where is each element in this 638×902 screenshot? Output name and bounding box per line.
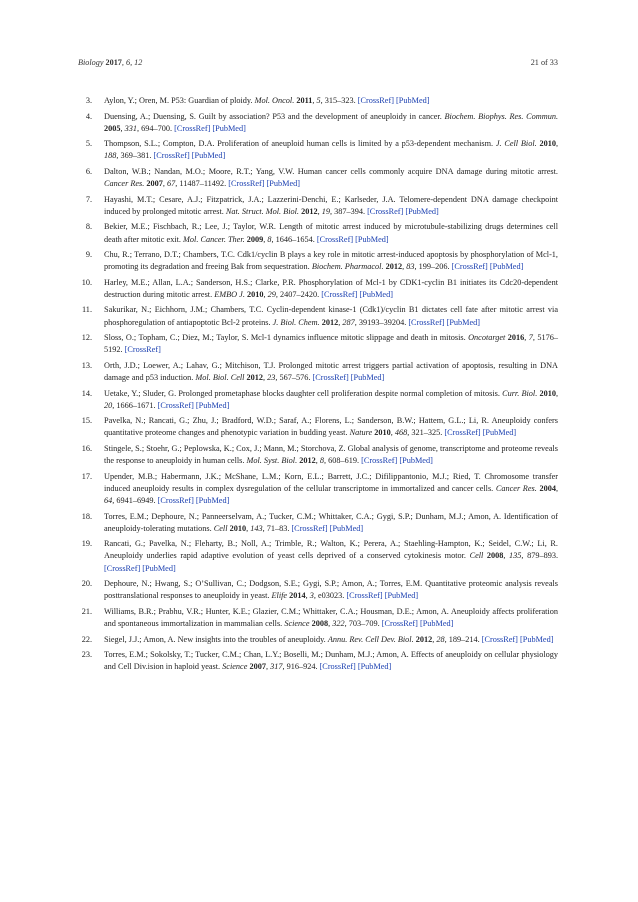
reference-authors-title: Pavelka, N.; Rancati, G.; Zhu, J.; Bradford, W.D.; Saraf, A.; Florens, L.; Sanderson, B.W.; Hattem, G.L.; Li, R. Aneuploidy confers quantitative proteome changes and phenotypic variation in budding yeast. [104,416,558,438]
reference-pages: , 694–700. [137,123,173,133]
pubmed-link[interactable]: [PubMed] [405,206,439,216]
reference-year: 2010 [374,428,391,438]
crossref-link[interactable]: [CrossRef] [481,634,518,644]
crossref-link[interactable]: [CrossRef] [381,619,418,629]
page-header [78,58,558,67]
reference-pages: , 321–325. [407,428,443,438]
reference-authors-title: Rancati, G.; Pavelka, N.; Fleharty, B.; Noll, A.; Trimble, R.; Walton, K.; Perera, A.; Staehling-Hampton, K.; Seidel, C.W.; Li, R. Aneuploidy underlies rapid adaptive evolution of yeast cells deprived of a conserved cytokinesis motor. [104,539,558,561]
reference-volume: 135 [509,551,522,561]
reference-number: 18 . [72,511,92,523]
reference-year: 2012 [385,262,403,272]
reference-number: 15 . [72,415,92,427]
reference-year: 2009 [246,234,264,244]
reference-pages: , 39193–39204. [354,317,407,327]
crossref-link[interactable]: [CrossRef] [124,345,161,355]
reference-year: 2012 [246,373,264,383]
reference-volume: 28 [436,634,445,644]
reference-volume: 331 [124,123,137,133]
pubmed-link[interactable]: [PubMed] [519,634,554,644]
reference-journal: Oncotarget [468,333,506,343]
crossref-link[interactable]: [CrossRef] [367,206,404,216]
reference-item: 22 . Siegel, J.J.; Amon, A. New insights into the troubles of aneuploidy. Annu. Rev. Cell Dev. Biol. 2012, 28, 189–214. [CrossRef] [PubMed] [78,634,558,646]
reference-volume: 188 [104,151,117,161]
reference-volume: 19 [321,206,330,216]
reference-number: 4 . [72,111,92,123]
reference-year: 2010 [246,289,264,299]
reference-item: 12 . Sloss, O.; Topham, C.; Diez, M.; Taylor, S. Mcl-1 dynamics influence mitotic slippage and death in mitosis. Oncotarget 2016, 7, 5176–5192. [CrossRef] [78,332,558,356]
reference-volume: 317 [270,662,283,672]
reference-volume: 29 [267,289,276,299]
reference-volume: 23 [267,373,276,383]
reference-journal: Mol. Biol. Cell [195,373,245,383]
crossref-link[interactable]: [CrossRef] [174,123,211,133]
reference-item: 15 . Pavelka, N.; Rancati, G.; Zhu, J.; Bradford, W.D.; Saraf, A.; Florens, L.; Sanderson, B.W.; Hattem, G.L.; Li, R. Aneuploidy confers quantitative proteome changes and phenotypic variation in budding yeast. Nature 2010, 468, 321–325. [CrossRef] [PubMed] [78,415,558,439]
reference-number: 16 . [72,443,92,455]
reference-journal: Cell [213,523,228,533]
reference-number: 9 . [72,249,92,261]
reference-volume: 67 [167,179,176,189]
pubmed-link[interactable]: [PubMed] [399,456,433,466]
pubmed-link[interactable]: [PubMed] [142,563,176,573]
reference-pages: , 369–381. [116,151,152,161]
pubmed-link[interactable]: [PubMed] [355,234,389,244]
reference-volume: 8 [267,234,272,244]
reference-year: 2016 [507,333,525,343]
reference-volume: 5 [316,96,321,105]
reference-authors-title: Hayashi, M.T.; Cesare, A.J.; Fitzpatrick, J.A.; Lazzerini-Denchi, E.; Karlseder, J.A. Telomere-dependent DNA damage checkpoint induced by prolonged mitotic arrest. [104,194,558,216]
reference-item: 16 . Stingele, S.; Stoehr, G.; Peplowska, K.; Cox, J.; Mann, M.; Storchova, Z. Global analysis of genome, transcriptome and proteome reveals the response to aneuploidy in human cells. Mol. Syst. Biol. 2012, 8, 608–619. [CrossRef] [PubMed] [78,443,558,467]
journal-name: Biology [78,58,104,67]
pubmed-link[interactable]: [PubMed] [357,662,392,672]
pubmed-link[interactable]: [PubMed] [212,123,246,133]
reference-authors-title: Dalton, W.B.; Nandan, M.O.; Moore, R.T.; Yang, V.W. Human cancer cells commonly acquire DNA damage during mitotic arrest. [104,166,558,176]
reference-authors-title: Torres, E.M.; Sokolsky, T.; Tucker, C.M.; Chan, L.Y.; Boselli, M.; Dunham, M.J.; Amon, A. Effects of aneuploidy on cellular physiology and Cell Div.ision in haploid yeast. [104,650,558,672]
reference-year: 2012 [415,634,433,644]
pubmed-link[interactable]: [PubMed] [191,151,226,161]
reference-item: 14 . Uetake, Y.; Sluder, G. Prolonged prometaphase blocks daughter cell proliferation despite normal completion of mitosis. Curr. Biol. 2010, 20, 1666–1671. [CrossRef] [PubMed] [78,388,558,412]
reference-number: 14 . [72,388,92,400]
reference-number: 7 . [72,194,92,206]
reference-journal: Mol. Syst. Biol. [246,456,298,466]
reference-journal: J. Cell Biol. [495,139,537,149]
reference-year: 2012 [301,206,318,216]
pubmed-link[interactable]: [PubMed] [489,262,524,272]
crossref-link[interactable]: [CrossRef] [444,428,481,438]
reference-number: 3 . [72,95,92,107]
reference-volume: 7 [528,333,533,343]
reference-journal: Science [222,662,248,672]
reference-item: 23 . Torres, E.M.; Sokolsky, T.; Tucker, C.M.; Chan, L.Y.; Boselli, M.; Dunham, M.J.; Amon, A. Effects of aneuploidy on cellular physiology and Cell Div.ision in haploid yeast. Science 2007, 317, 916–924. [CrossRef] [PubMed] [78,649,558,673]
reference-authors-title: Sakurikar, N.; Eichhorn, J.M.; Chambers, T.C. Cyclin-dependent kinase-1 (Cdk1)/cyclin B1 dictates cell fate after mitotic arrest via phosphoregulation of antiapoptotic Bcl-2 proteins. [104,305,558,327]
reference-authors-title: Torres, E.M.; Dephoure, N.; Panneerselvam, A.; Tucker, C.M.; Whittaker, C.A.; Gygi, S.P.; Dunham, M.J.; Amon, A. Identification of aneuploidy-tolerating mutations. [104,511,558,533]
crossref-link[interactable]: [CrossRef] [104,563,141,573]
pubmed-link[interactable]: [PubMed] [446,317,481,327]
reference-pages: , 5176–5192. [104,333,558,355]
reference-journal: EMBO J. [214,289,245,299]
reference-item: 17 . Upender, M.B.; Habermann, J.K.; McShane, L.M.; Korn, E.L.; Barrett, J.C.; Difilippantonio, M.J.; Ried, T. Chromosome transfer induced aneuploidy results in complex dysregulation of the cellular transcriptome in immortalized and cancer cells. Cancer Res. 2004, 64, 6941–6949. [CrossRef] [PubMed] [78,471,558,508]
reference-item: 9 . Chu, R.; Terrano, D.T.; Chambers, T.C. Cdk1/cyclin B plays a key role in mitotic arrest-induced apoptosis by phosphorylation of Mcl-1, promoting its degradation and freeing Bak from sequestration. Biochem. Pharmacol. 2012, 83, 199–206. [CrossRef] [PubMed] [78,249,558,273]
journal-year: 2017 [105,58,122,67]
reference-year: 2010 [229,523,247,533]
crossref-link[interactable]: [CrossRef] [451,262,488,272]
reference-pages: , 71–83. [262,523,290,533]
reference-pages: , 567–576. [275,373,311,383]
pubmed-link[interactable]: [PubMed] [419,619,454,629]
crossref-link[interactable]: [CrossRef] [157,400,194,410]
reference-number: 21 . [72,606,92,618]
reference-journal: Elife [271,591,288,601]
reference-pages: , 6941–6949. [112,496,156,506]
reference-journal: Mol. Cancer. Ther. [183,234,245,244]
crossref-link[interactable]: [CrossRef] [153,151,190,161]
reference-item: 11 . Sakurikar, N.; Eichhorn, J.M.; Chambers, T.C. Cyclin-dependent kinase-1 (Cdk1)/cyclin B1 dictates cell fate after mitotic arrest via phosphoregulation of antiapoptotic Bcl-2 proteins. J. Biol. Chem. 2012, 287, 39193–39204. [CrossRef] [PubMed] [78,304,558,328]
reference-item: 18 . Torres, E.M.; Dephoure, N.; Panneerselvam, A.; Tucker, C.M.; Whittaker, C.A.; Gygi, S.P.; Dunham, M.J.; Amon, A. Identification of aneuploidy-tolerating mutations. Cell 2010, 143, 71–83. [CrossRef] [PubMed] [78,511,558,535]
reference-pages: , 199–206. [414,262,450,272]
reference-pages: , 703–709. [344,619,380,629]
reference-volume: 20 [104,400,113,410]
reference-authors-title: Uetake, Y.; Sluder, G. Prolonged prometaphase blocks daughter cell proliferation despite normal completion of mitosis. [104,388,500,398]
crossref-link[interactable]: [CrossRef] [321,289,358,299]
reference-year: 2012 [299,456,316,466]
journal-volume: , 6, 12 [121,58,143,67]
reference-journal: Science [284,619,310,629]
reference-year: 2010 [539,139,556,149]
reference-list [78,95,558,677]
reference-authors-title: Williams, B.R.; Prabhu, V.R.; Hunter, K.E.; Glazier, C.M.; Whittaker, C.A.; Housman, D.E.; Amon, A. Aneuploidy affects proliferation and spontaneous immortalization in mammalian cells. [104,606,558,629]
reference-authors-title: Upender, M.B.; Habermann, J.K.; McShane, L.M.; Korn, E.L.; Barrett, J.C.; Difilippantonio, M.J.; Ried, T. Chromosome transfer induced aneuploidy results in complex dysregulation of the cellular transcriptome in immortalized and cancer cells. [104,471,558,493]
reference-pages: , 916–924. [282,662,318,672]
reference-journal: Nat. Struct. Mol. Biol. [225,206,299,216]
reference-year: 2004 [539,483,556,493]
reference-number: 13 . [72,360,92,372]
reference-item: 10 . Harley, M.E.; Allan, L.A.; Sanderson, H.S.; Clarke, P.R. Phosphorylation of Mcl-1 by CDK1-cyclin B1 initiates its Cdc20-dependent destruction during mitotic arrest. EMBO J. 2010, 29, 2407–2420. [CrossRef] [PubMed] [78,277,558,301]
pubmed-link[interactable]: [PubMed] [359,289,393,299]
reference-journal: Cancer Res. [104,179,145,189]
reference-volume: 3 [309,591,314,601]
crossref-link[interactable]: [CrossRef] [357,96,394,105]
reference-item: 21 . Williams, B.R.; Prabhu, V.R.; Hunter, K.E.; Glazier, C.M.; Whittaker, C.A.; Housman, D.E.; Amon, A. Aneuploidy affects proliferation and spontaneous immortalization in mammalian cells. Science 2008, 322, 703–709. [CrossRef] [PubMed] [78,606,558,630]
reference-authors-title: Harley, M.E.; Allan, L.A.; Sanderson, H.S.; Clarke, P.R. Phosphorylation of Mcl-1 by CDK1-cyclin B1 initiates its Cdc20-dependent destruction during mitotic arrest. [104,277,558,299]
reference-authors-title: Bekier, M.E.; Fischbach, R.; Lee, J.; Taylor, W.R. Length of mitotic arrest induced by microtubule-stabilizing drugs determines cell death after mitotic exit. [104,222,558,244]
reference-number: 5 . [72,138,92,150]
reference-number: 22 . [72,634,92,646]
reference-volume: 8 [319,456,324,466]
reference-number: 10 . [72,277,92,289]
crossref-link[interactable]: [CrossRef] [408,317,445,327]
reference-pages: , 879–893. [521,551,558,561]
reference-authors-title: Sloss, O.; Topham, C.; Diez, M.; Taylor, S. Mcl-1 dynamics influence mitotic slippage and death in mitosis. [104,333,466,343]
reference-year: 2011 [296,96,313,105]
reference-year: 2007 [146,179,163,189]
reference-pages: , 2407–2420. [275,289,320,299]
reference-journal: Biochem. Pharmacol. [311,262,384,272]
reference-number: 17 . [72,471,92,483]
journal-citation [78,58,142,67]
reference-pages: , 1666–1671. [112,400,156,410]
reference-journal: Curr. Biol. [502,388,538,398]
reference-authors-title: Chu, R.; Terrano, D.T.; Chambers, T.C. Cdk1/cyclin B plays a key role in mitotic arrest-induced apoptosis by phosphorylation of Mcl-1, promoting its degradation and freeing Bak from sequestration. [104,250,558,272]
page-number: 21 of 33 [530,58,558,67]
reference-number: 12 . [72,332,92,344]
crossref-link[interactable]: [CrossRef] [228,179,265,189]
pubmed-link[interactable]: [PubMed] [396,96,430,105]
reference-item: 20 . Dephoure, N.; Hwang, S.; O’Sullivan, C.; Dodgson, S.E.; Gygi, S.P.; Amon, A.; Torres, E.M. Quantitative proteomic analysis reveals posttranslational responses to aneuploidy in yeast. Elife 2014, 3, e03023. [CrossRef] [PubMed] [78,578,558,602]
reference-year: 2008 [311,619,329,629]
crossref-link[interactable]: [CrossRef] [361,456,398,466]
reference-item: 19 . Rancati, G.; Pavelka, N.; Fleharty, B.; Noll, A.; Trimble, R.; Walton, K.; Perera, A.; Staehling-Hampton, K.; Seidel, C.W.; Li, R. Aneuploidy underlies rapid adaptive evolution of yeast cells deprived of a conserved cytokinesis motor. Cell 2008, 135, 879–893. [CrossRef] [PubMed] [78,538,558,575]
reference-year: 2007 [249,662,266,672]
reference-item: 4 . Duensing, A.; Duensing, S. Guilt by association? P53 and the development of aneuploidy in cancer. Biochem. Biophys. Res. Commun. 2005, 331, 694–700. [CrossRef] [PubMed] [78,111,558,135]
reference-number: 11 . [72,304,92,316]
reference-volume: 143 [250,523,263,533]
reference-volume: 64 [104,496,113,506]
reference-item: 7 . Hayashi, M.T.; Cesare, A.J.; Fitzpatrick, J.A.; Lazzerini-Denchi, E.; Karlseder, J.A. Telomere-dependent DNA damage checkpoint induced by prolonged mitotic arrest. Nat. Struct. Mol. Biol. 2012, 19, 387–394. [CrossRef] [PubMed] [78,194,558,218]
reference-pages: , e03023. [313,591,345,601]
reference-number: 20 . [72,578,92,590]
reference-item: 5 . Thompson, S.L.; Compton, D.A. Proliferation of aneuploid human cells is limited by a p53-dependent mechanism. J. Cell Biol. 2010, 188, 369–381. [CrossRef] [PubMed] [78,138,558,162]
reference-journal: Mol. Oncol. [254,96,295,105]
reference-journal: Nature [349,428,373,438]
pubmed-link[interactable]: [PubMed] [482,428,517,438]
crossref-link[interactable]: [CrossRef] [319,662,356,672]
reference-journal: Biochem. Biophys. Res. Commun. [444,111,559,121]
crossref-link[interactable]: [CrossRef] [157,496,194,506]
pubmed-link[interactable]: [PubMed] [195,400,230,410]
reference-volume: 322 [332,619,345,629]
reference-number: 8 . [72,221,92,233]
reference-pages: , 11487–11492. [175,179,227,189]
crossref-link[interactable]: [CrossRef] [312,373,349,383]
reference-authors-title: Dephoure, N.; Hwang, S.; O’Sullivan, C.; Dodgson, S.E.; Gygi, S.P.; Amon, A.; Torres, E.M. Quantitative proteomic analysis reveals posttranslational responses to aneuploidy in yeast. [104,579,558,601]
reference-number: 6 . [72,166,92,178]
reference-authors-title: Orth, J.D.; Loewer, A.; Lahav, G.; Mitchison, T.J. Prolonged mitotic arrest triggers partial activation of apoptosis, resulting in DNA damage and p53 induction. [104,360,558,383]
crossref-link[interactable]: [CrossRef] [316,234,354,244]
reference-pages: , 315–323. [320,96,356,105]
crossref-link[interactable]: [CrossRef] [291,523,328,533]
reference-authors-title: Stingele, S.; Stoehr, G.; Peplowska, K.; Cox, J.; Mann, M.; Storchova, Z. Global analysis of genome, transcriptome and proteome reveals the response to aneuploidy in human cells. [104,443,558,466]
reference-item: 6 . Dalton, W.B.; Nandan, M.O.; Moore, R.T.; Yang, V.W. Human cancer cells commonly acquire DNA damage during mitotic arrest. Cancer Res. 2007, 67, 11487–11492. [CrossRef] [PubMed] [78,166,558,190]
reference-item: 8 . Bekier, M.E.; Fischbach, R.; Lee, J.; Taylor, W.R. Length of mitotic arrest induced by microtubule-stabilizing drugs determines cell death after mitotic exit. Mol. Cancer. Ther. 2009, 8, 1646–1654. [CrossRef] [PubMed] [78,221,558,245]
reference-year: 2010 [539,388,556,398]
pubmed-link[interactable]: [PubMed] [329,523,364,533]
reference-number: 23 . [72,649,92,661]
reference-authors-title: Duensing, A.; Duensing, S. Guilt by association? P53 and the development of aneuploidy in cancer. [104,111,442,121]
reference-journal: Cell [469,551,484,561]
reference-pages: , 608–619. [323,456,360,466]
reference-volume: 287 [342,317,355,327]
reference-item: 3 . Aylon, Y.; Oren, M. P53: Guardian of ploidy. Mol. Oncol. 2011, 5, 315–323. [CrossRef] [PubMed] [78,95,558,107]
pubmed-link[interactable]: [PubMed] [384,591,419,601]
reference-year: 2005 [104,123,121,133]
reference-number: 19 . [72,538,92,550]
reference-authors-title: Aylon, Y.; Oren, M. P53: Guardian of ploidy. [104,96,253,105]
reference-authors-title: Siegel, J.J.; Amon, A. New insights into the troubles of aneuploidy. [104,634,326,644]
reference-year: 2012 [321,317,339,327]
crossref-link[interactable]: [CrossRef] [346,591,383,601]
reference-journal: Annu. Rev. Cell Dev. Biol. [327,634,414,644]
reference-journal: Cancer Res. [495,483,537,493]
reference-volume: 83 [406,262,415,272]
reference-authors-title: Thompson, S.L.; Compton, D.A. Proliferation of aneuploid human cells is limited by a p53-dependent mechanism. [104,139,494,149]
reference-year: 2014 [289,591,306,601]
reference-journal: J. Biol. Chem. [272,317,320,327]
reference-volume: 468 [394,428,408,438]
reference-pages: , 1646–1654. [271,234,315,244]
pubmed-link[interactable]: [PubMed] [266,179,301,189]
pubmed-link[interactable]: [PubMed] [350,373,385,383]
reference-pages: , 189–214. [444,634,480,644]
pubmed-link[interactable]: [PubMed] [195,496,230,506]
reference-year: 2008 [486,551,504,561]
reference-pages: , 387–394. [329,206,365,216]
reference-item: 13 . Orth, J.D.; Loewer, A.; Lahav, G.; Mitchison, T.J. Prolonged mitotic arrest triggers partial activation of apoptosis, resulting in DNA damage and p53 induction. Mol. Biol. Cell 2012, 23, 567–576. [CrossRef] [PubMed] [78,360,558,384]
